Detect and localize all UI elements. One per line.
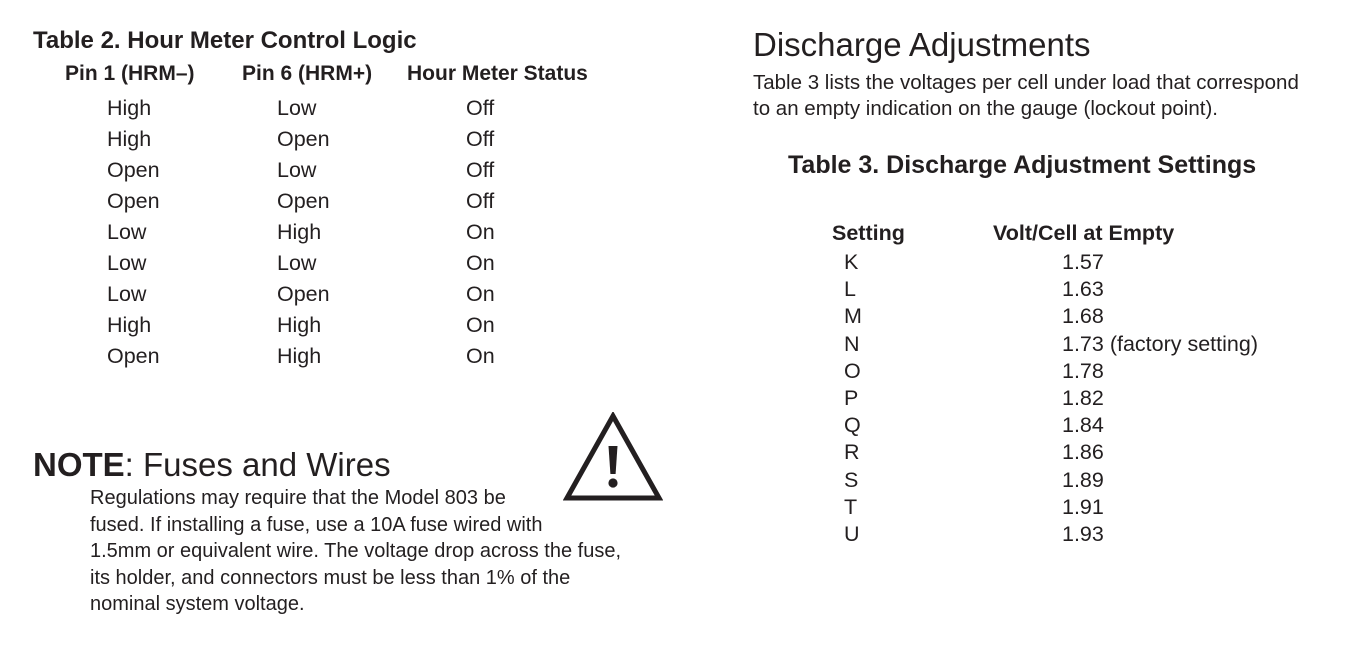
table2-cell: On: [466, 282, 495, 306]
table2-cell: Low: [107, 220, 147, 244]
note-line: nominal system voltage.: [90, 593, 305, 615]
table3-header-setting: Setting: [832, 221, 905, 245]
table3-cell: K: [844, 250, 859, 274]
table2-cell: High: [107, 313, 152, 337]
table2-header-status: Hour Meter Status: [407, 62, 588, 85]
table3-cell: M: [844, 304, 862, 329]
table2-cell: On: [466, 220, 495, 244]
table2-cell: High: [277, 344, 322, 368]
table2-pin1-column: [107, 93, 160, 372]
table3-cell: N: [844, 331, 860, 356]
table2-cell: High: [277, 220, 322, 244]
table3-cell: 1.63: [1062, 277, 1104, 302]
table3-cell: 1.68: [1062, 304, 1104, 329]
table3-cell: L: [844, 277, 856, 302]
note-heading: [33, 446, 391, 484]
table3-cell: 1.57: [1062, 250, 1104, 274]
table3-cell: T: [844, 494, 858, 519]
table3-cell: 1.82: [1062, 385, 1104, 410]
table2-cell: High: [277, 313, 322, 337]
discharge-heading: Discharge Adjustments: [753, 26, 1091, 63]
table3-cell: Q: [844, 413, 861, 438]
table3-cell: R: [844, 440, 860, 465]
table2-cell: Low: [107, 282, 147, 306]
note-line: 1.5mm or equivalent wire. The voltage drop across the fuse,: [90, 540, 622, 562]
table2-cell: Open: [277, 189, 330, 213]
table2-cell: On: [466, 251, 495, 275]
table2-cell: High: [107, 96, 152, 120]
table3-title: Table 3. Discharge Adjustment Settings: [788, 151, 1257, 179]
table2-status-column: [466, 93, 495, 372]
table3-cell: O: [844, 358, 861, 383]
note-body: [90, 485, 621, 618]
table3-cell: 1.73 (factory setting): [1062, 331, 1258, 356]
table2-cell: Open: [277, 282, 330, 306]
table2-cell: On: [466, 344, 495, 368]
table2-cell: Open: [277, 127, 330, 151]
table3-cell: 1.89: [1062, 467, 1104, 492]
note-line: its holder, and connectors must be less than 1% of the: [90, 566, 571, 589]
table2-cell: Off: [466, 127, 495, 151]
discharge-intro: [753, 70, 1299, 122]
table2-cell: Low: [277, 251, 317, 275]
table2-header-pin6: Pin 6 (HRM+): [242, 62, 373, 85]
table2-cell: High: [107, 127, 152, 151]
table3-cell: S: [844, 467, 859, 492]
table2-cell: Open: [107, 158, 160, 182]
table2-cell: Off: [466, 96, 495, 120]
table2-title: Table 2. Hour Meter Control Logic: [33, 27, 417, 54]
table2-cell: On: [466, 313, 495, 337]
table2-cell: Open: [107, 189, 160, 213]
note-line: fused. If installing a fuse, use a 10A fuse wired with: [90, 513, 543, 536]
table3-volts-column: [1062, 249, 1258, 548]
table3-cell: 1.91: [1062, 494, 1104, 519]
table2-cell: Off: [466, 189, 495, 213]
table3-cell: U: [844, 521, 860, 546]
note-title: : Fuses and Wires: [124, 446, 391, 483]
table2-cell: Low: [277, 96, 317, 120]
table3-cell: 1.93: [1062, 521, 1104, 546]
table2-pin6-column: [277, 93, 330, 372]
table3-header-volts: Volt/Cell at Empty: [993, 221, 1175, 245]
table2-cell: Off: [466, 158, 495, 182]
table2-header-pin1: Pin 1 (HRM–): [65, 62, 195, 85]
note-line: Regulations may require that the Model 803 be: [90, 487, 506, 509]
table3-cell: 1.84: [1062, 413, 1104, 438]
table2-cell: Low: [107, 251, 147, 275]
table3-cell: 1.78: [1062, 358, 1104, 383]
discharge-intro-line: Table 3 lists the voltages per cell under load that correspond: [753, 71, 1299, 94]
table3-cell: P: [844, 385, 859, 410]
table2-cell: Open: [107, 344, 160, 368]
discharge-intro-line: to an empty indication on the gauge (lockout point).: [753, 97, 1218, 120]
note-label: NOTE: [33, 446, 125, 483]
table3-setting-column: [844, 249, 862, 548]
table2-cell: Low: [277, 158, 317, 182]
table3-cell: 1.86: [1062, 440, 1104, 465]
